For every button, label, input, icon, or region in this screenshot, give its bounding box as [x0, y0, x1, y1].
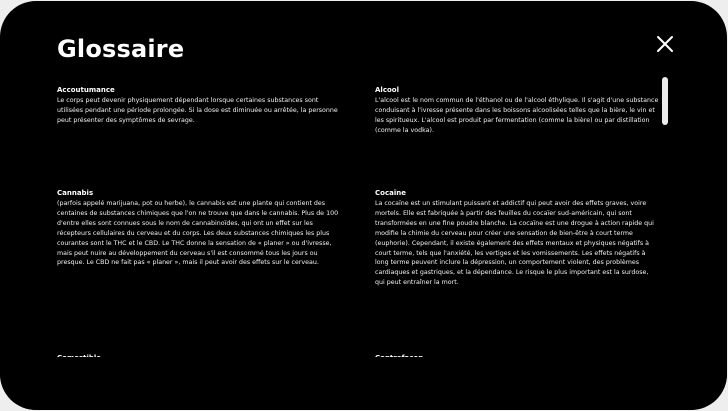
entry-term: Cocaïne — [375, 189, 406, 197]
close-icon — [654, 33, 676, 55]
entry-definition: (parfois appelé marijuana, pot ou herbe), le cannabis est une plante qui contient des centaines de substances chimiques que l'on ne trouve que dans le cannabis. Plus de 100 d'entre elles sont connues sous le nom de cannabinoïdes, qui ont un effet sur les récepteurs cellulaires du cerveau et du corps. Les deux substances chimiques les plus courantes sont le THC et le CBD. Le THC donne la sensation de « planer » ou d'ivresse, mais peut nuire au développement du cerveau s'il est consommé tous les jours ou presque. Le CBD ne fait pas « planer », mais il peut avoir des effets sur le cerveau. — [57, 200, 339, 267]
entry-term: Accoutumance — [57, 86, 115, 94]
entry-definition: Le corps peut devenir physiquement dépendant lorsque certaines substances sont utilisées pendant une période prolongée. Si la dose est diminuée ou arrêtée, la personne peut présenter des symptômes de sevrage. — [57, 97, 338, 124]
glossary-entry — [375, 85, 660, 136]
scrollbar-thumb[interactable] — [662, 77, 668, 125]
glossary-entry — [57, 188, 342, 268]
entry-term: Alcool — [375, 86, 399, 94]
entry-definition: La cocaïne est un stimulant puissant et addictif qui peut avoir des effets graves, voire mortels. Elle est fabriquée à partir des feuilles du cocaïer sud-américain, qui sont transformées en une fine poudre blanche. La cocaïne est une drogue à action rapide qui modifie la chimie du cerveau pour créer une sensation de bien-être à court terme (euphorie). Cependant, il existe également des effets mentaux et physiques négatifs à court terme, tels que l'anxiété, les vertiges et les vomissements. Les effets négatifs à long terme peuvent inclure la dépression, un comportement violent, des problèmes cardiaques et gastriques, et la dépendance. Le risque le plus important est la surdose, qui peut entraîner la mort. — [375, 200, 654, 287]
glossary-entry — [57, 85, 342, 126]
entry-definition: L'alcool est le nom commun de l'éthanol ou de l'alcool éthylique. Il s'agit d'une substance conduisant à l'ivresse présente dans les boissons alcoolisées telles que la bière, le vin et les spiritueux. L'alcool est produit par fermentation (comme la bière) ou par distillation (comme la vodka). — [375, 97, 659, 134]
glossary-entry — [375, 188, 660, 288]
page-title: Glossaire — [57, 35, 185, 63]
entry-term: Cannabis — [57, 189, 94, 197]
close-button[interactable] — [654, 33, 676, 55]
bottom-clip — [0, 357, 727, 410]
glossary-modal — [0, 1, 727, 410]
